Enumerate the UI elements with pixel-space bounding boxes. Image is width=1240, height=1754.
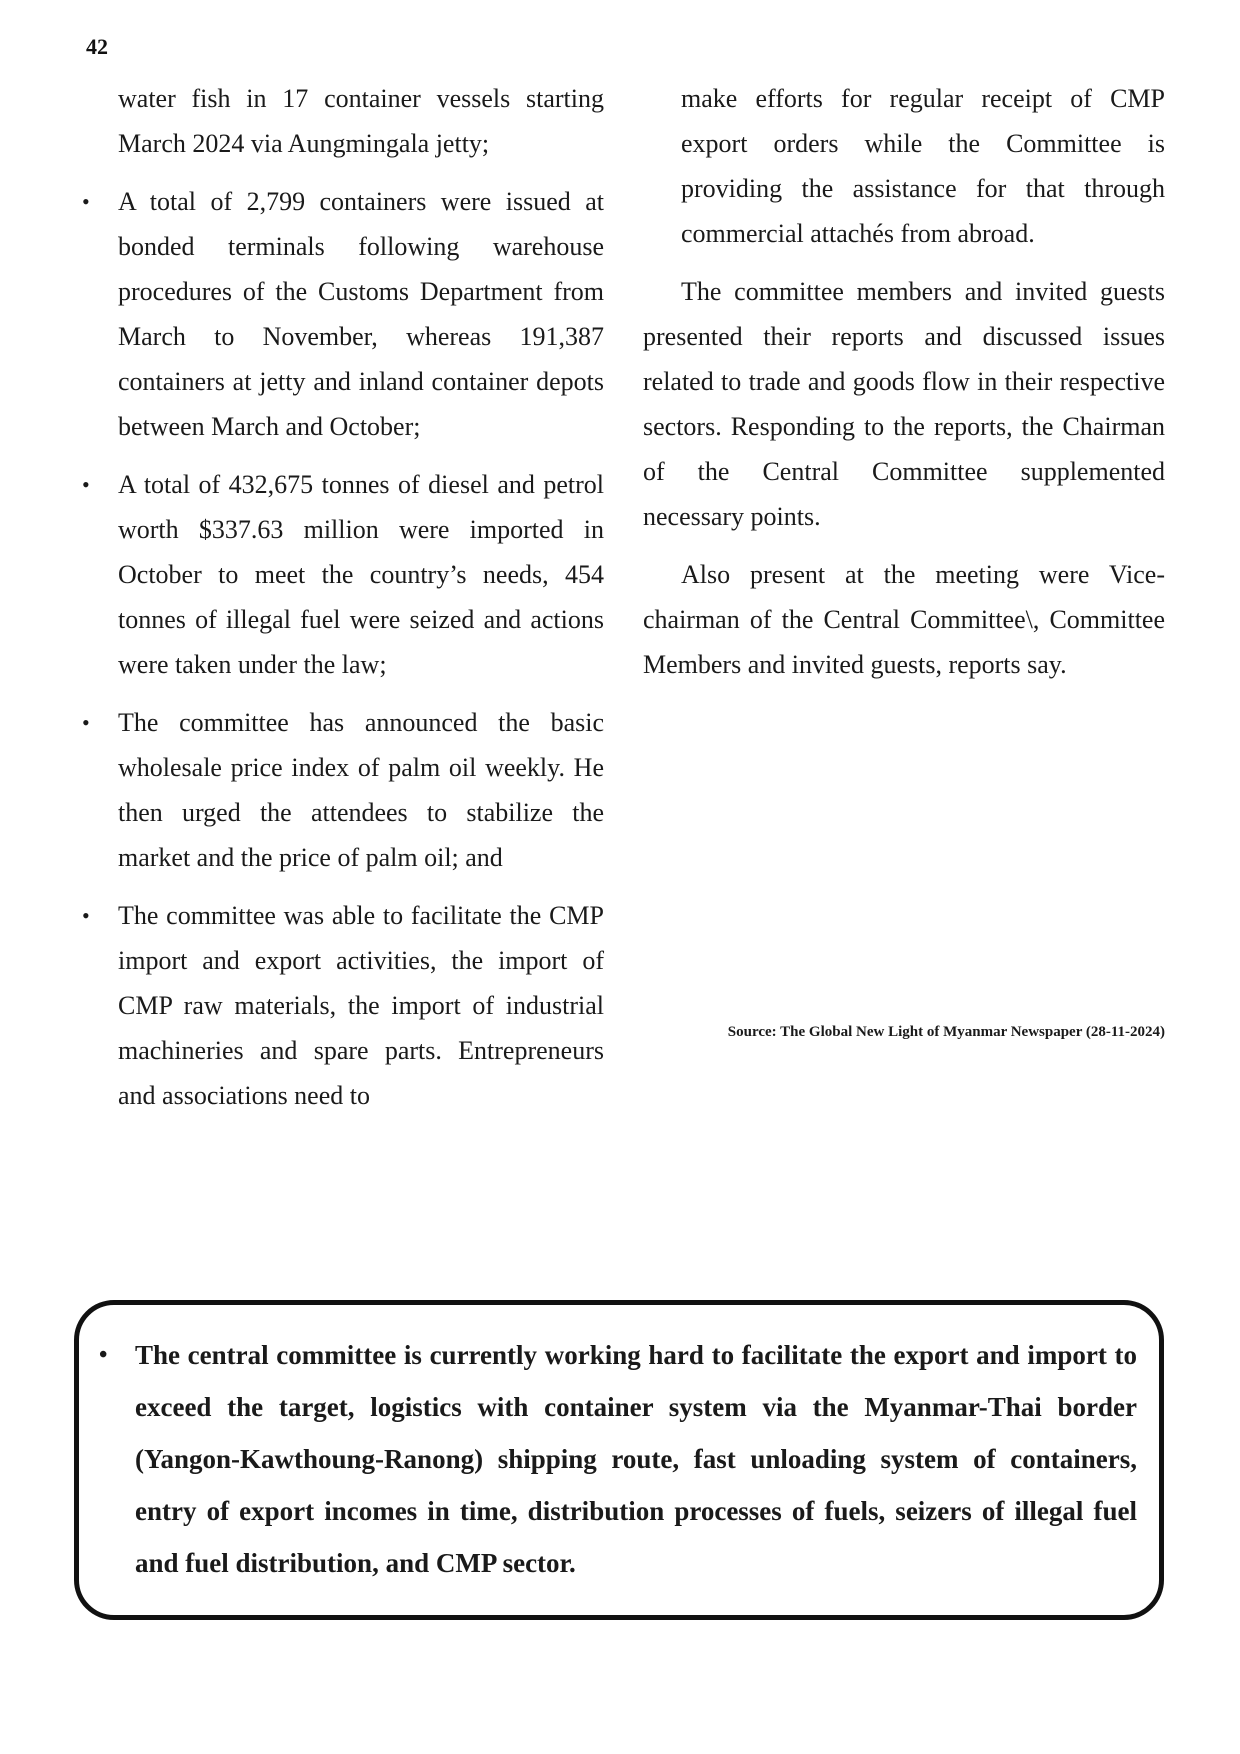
bullet-item-containers bbox=[82, 179, 604, 449]
left-column bbox=[82, 76, 604, 1118]
page-number: 42 bbox=[86, 34, 108, 59]
source-citation: Source: The Global New Light of Myanmar Newspaper (28-11-2024) bbox=[727, 1024, 1165, 1040]
bullet-text: A total of 2,799 containers were issued at bonded terminals following warehouse procedures of the Customs Department from March to November, whereas 191,387 containers at jetty and inland container depots between March and October; bbox=[118, 187, 604, 441]
callout-box bbox=[74, 1300, 1164, 1620]
bullet-text: A total of 432,675 tonnes of diesel and petrol worth $337.63 million were imported in October to meet the country’s needs, 454 tonnes of illegal fuel were seized and actions were taken under the law; bbox=[118, 470, 604, 679]
bullet-text: The committee has announced the basic wholesale price index of palm oil weekly. He then urged the attendees to stabilize the market and the price of palm oil; and bbox=[118, 708, 604, 872]
bullet-icon: • bbox=[82, 903, 90, 928]
callout-bullet-item bbox=[99, 1329, 1137, 1589]
bullet-icon: • bbox=[82, 189, 90, 214]
bullet-item-cmp bbox=[82, 893, 604, 1118]
bullet-icon: • bbox=[82, 472, 90, 497]
bullet-text: The committee was able to facilitate the CMP import and export activities, the import of CMP raw materials, the import of industrial machineries and spare parts. Entrepreneurs and associations need to bbox=[118, 901, 604, 1110]
right-continuation-paragraph: make efforts for regular receipt of CMP export orders while the Committee is providing the assistance for that through commercial attachés from abroad. bbox=[681, 84, 1165, 248]
left-continuation-paragraph: water fish in 17 container vessels starting March 2024 via Aungmingala jetty; bbox=[118, 84, 604, 158]
bullet-item-fuel bbox=[82, 462, 604, 687]
right-column bbox=[643, 76, 1165, 700]
bullet-icon: • bbox=[82, 710, 90, 735]
bullet-item-palm-oil bbox=[82, 700, 604, 880]
bullet-list bbox=[82, 179, 604, 1118]
paragraph-reports: The committee members and invited guests presented their reports and discussed issues related to trade and goods flow in their respective sectors. Responding to the reports, the Chairman of the Central Committee supplemented necessary points. bbox=[643, 277, 1165, 531]
callout-text: The central committee is currently working hard to facilitate the export and import to exceed the target, logistics with container system via the Myanmar-Thai border (Yangon-Kawthoung-Ranong) shipping route, fast unloading system of containers, entry of export incomes in time, distribution processes of fuels, seizers of illegal fuel and fuel distribution, and CMP sector. bbox=[135, 1340, 1137, 1578]
paragraph-attendees: Also present at the meeting were Vice-chairman of the Central Committee\, Committee Members and invited guests, reports say. bbox=[643, 560, 1165, 679]
bullet-icon: • bbox=[99, 1342, 108, 1368]
